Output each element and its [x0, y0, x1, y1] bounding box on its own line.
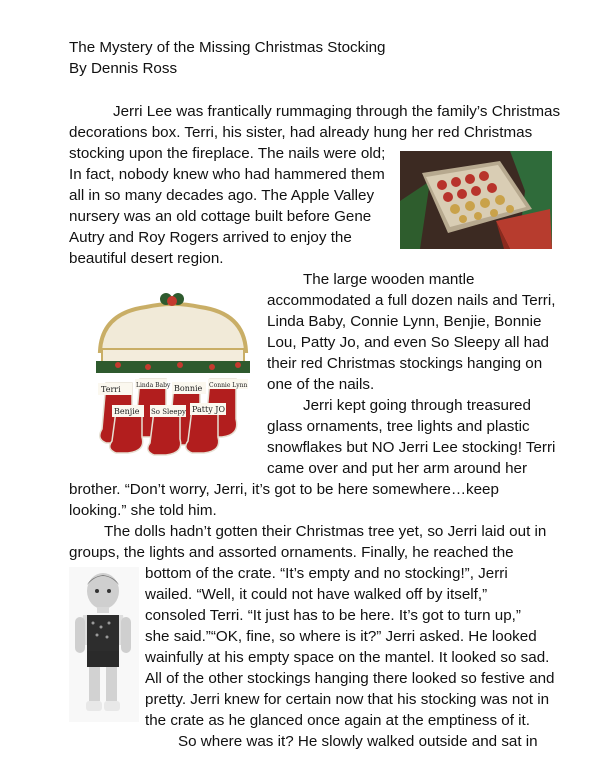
- stocking-label: Connie Lynn: [209, 382, 248, 389]
- body-line: Linda Baby, Connie Lynn, Benjie, Bonnie: [267, 313, 542, 330]
- stocking-label: Benjie: [114, 407, 140, 416]
- stocking-ornament-photo: [88, 287, 258, 464]
- body-line: one of the nails.: [267, 376, 375, 393]
- body-line: bottom of the crate. “It’s empty and no stocking!”, Jerri: [145, 565, 508, 582]
- stocking-label: So Sleepy: [151, 408, 186, 416]
- body-line: looking.” she told him.: [69, 502, 217, 519]
- body-line: wainfully at his empty space on the mantel. It looked so sad.: [145, 649, 550, 666]
- doll-photo: [69, 567, 139, 722]
- stocking-label: Linda Baby: [136, 382, 171, 389]
- body-line: came over and put her arm around her: [267, 460, 528, 477]
- body-line: their red Christmas stockings hanging on: [267, 355, 543, 372]
- body-line: Lou, Patty Jo, and even So Sleepy all had: [267, 334, 550, 351]
- body-line: The large wooden mantle: [303, 271, 475, 288]
- body-line: glass ornaments, tree lights and plastic: [267, 418, 530, 435]
- body-line: nursery was an old cottage built before Gene: [69, 208, 372, 225]
- body-line: snowflakes but NO Jerri Lee stocking! Terri: [267, 439, 556, 456]
- stocking-label: Bonnie: [174, 384, 203, 393]
- body-line: brother. “Don’t worry, Jerri, it’s got to be here somewhere…keep: [69, 481, 499, 498]
- stocking-label: Terri: [101, 385, 121, 394]
- body-line: wailed. “Well, it could not have walked off by itself,”: [145, 586, 488, 603]
- body-line: Jerri Lee was frantically rummaging through the family’s Christmas: [113, 103, 561, 120]
- body-line: In fact, nobody knew who had hammered them: [69, 166, 385, 183]
- body-line: Jerri kept going through treasured: [303, 397, 531, 414]
- body-line: all in so many decades ago. The Apple Valley: [69, 187, 375, 204]
- body-line: stocking upon the fireplace. The nails were old;: [69, 145, 386, 162]
- body-line: pretty. Jerri knew for certain now that his stocking was not in: [145, 691, 550, 708]
- body-line: The dolls hadn’t gotten their Christmas tree yet, so Jerri laid out in: [104, 523, 547, 540]
- body-line: Autry and Roy Rogers arrived to enjoy the: [69, 229, 352, 246]
- body-line: consoled Terri. “It just has to be here. It’s got to turn up,”: [145, 607, 521, 624]
- body-line: decorations box. Terri, his sister, had already hung her red Christmas: [69, 124, 533, 141]
- body-line: she said.”“OK, fine, so where is it?” Jerri asked. He looked: [145, 628, 537, 645]
- story-author: By Dennis Ross: [69, 60, 178, 77]
- body-line: All of the other stockings hanging there looked so festive and: [145, 670, 555, 687]
- body-line: beautiful desert region.: [69, 250, 224, 267]
- body-line: So where was it? He slowly walked outside and sat in: [178, 733, 538, 750]
- stocking-label: Patty JO: [192, 405, 226, 414]
- ornament-box-photo: [400, 151, 552, 249]
- body-line: groups, the lights and assorted ornaments. Finally, he reached the: [69, 544, 514, 561]
- story-title: The Mystery of the Missing Christmas Stocking: [69, 39, 386, 56]
- body-line: accommodated a full dozen nails and Terri,: [267, 292, 556, 309]
- body-line: the crate as he glanced once again at the emptiness of it.: [145, 712, 530, 729]
